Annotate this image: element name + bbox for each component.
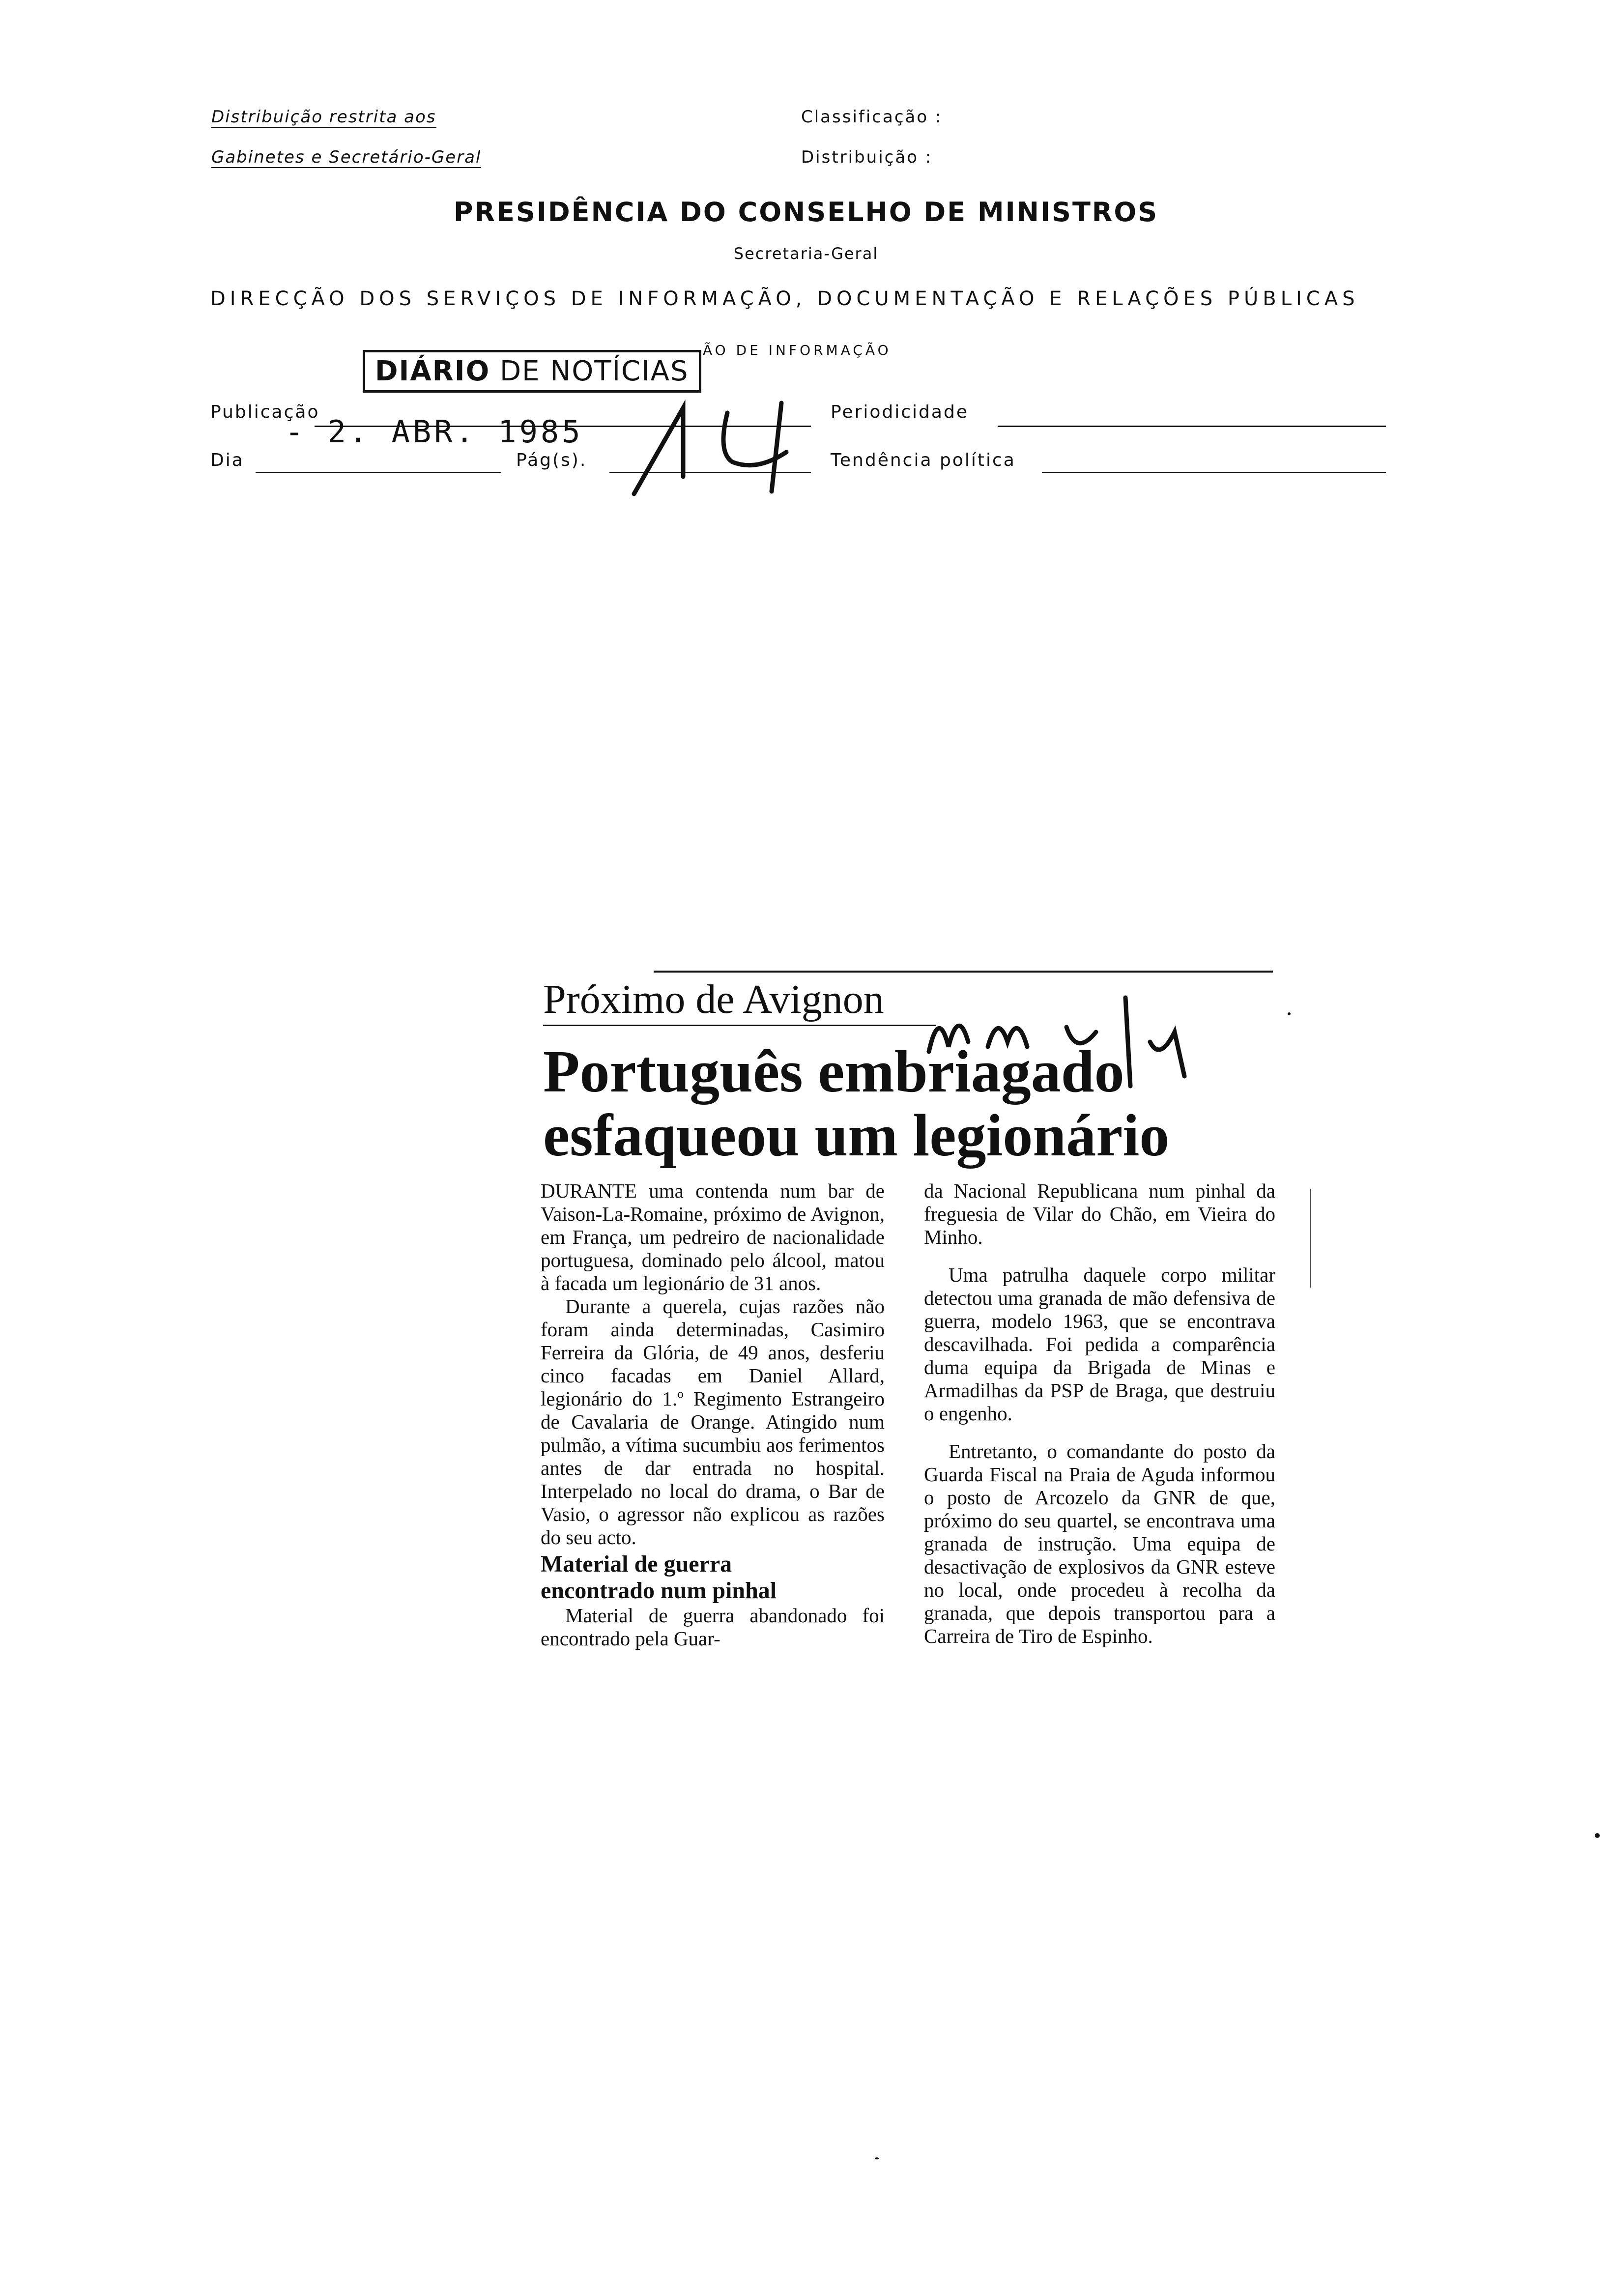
article-column-2 — [924, 1179, 1275, 1648]
headline-line-1: Português embriagado — [543, 1038, 1124, 1105]
periodicidade-line — [998, 426, 1386, 427]
subhead-line-2: encontrado num pinhal — [541, 1578, 777, 1604]
scan-speck — [1595, 1833, 1600, 1838]
page-subtitle: Secretaria-Geral — [733, 244, 879, 263]
distribution-line-1: Distribuição restrita aos — [211, 107, 436, 127]
tendencia-line — [1042, 472, 1386, 473]
divisao-label: ÃO DE INFORMAÇÃO — [703, 342, 892, 358]
column-2-paragraph-2: Uma patrulha daquele corpo militar detectou uma granada de mão defensiva de guerra, modelo 1963, que se encontrava descavilhada. Foi pedida a comparência duma equipa da Brigada de Minas e Armadilhas da PSP de Braga, que destruiu o engenho. — [924, 1263, 1275, 1425]
dia-line — [256, 472, 501, 473]
kicker-underline — [543, 1025, 936, 1026]
tendencia-label: Tendência política — [831, 450, 1016, 470]
periodicidade-label: Periodicidade — [831, 402, 969, 422]
publication-stamp-bold: DIÁRIO — [375, 355, 490, 387]
page-title: PRESIDÊNCIA DO CONSELHO DE MINISTROS — [453, 197, 1159, 228]
headline-line-2: esfaqueou um legionário — [543, 1102, 1170, 1169]
handwritten-page-number-icon — [624, 393, 821, 496]
distribuicao-label: Distribuição : — [801, 147, 933, 167]
article-column-1 — [541, 1179, 885, 1650]
column-1-paragraph-2: Durante a querela, cujas razões não foram ainda determinadas, Casimiro Ferreira da Glória, de 49 anos, desferiu cinco facadas em Daniel Allard, legionário do 1.º Regimento Estrangeiro de Cavalaria de Orange. Atingido num pulmão, a vítima sucumbiu aos ferimentos antes de dar entrada no hospital. Interpelado no local do drama, o Bar de Vasio, o agressor não explicou as razões do seu acto. — [541, 1295, 885, 1549]
scan-speck — [1288, 1012, 1291, 1015]
column-2-paragraph-1: da Nacional Republicana num pinhal da freguesia de Vilar do Chão, em Vieira do Minho. — [924, 1179, 1275, 1248]
dia-label: Dia — [210, 450, 244, 470]
direccao-heading: DIRECÇÃO DOS SERVIÇOS DE INFORMAÇÃO, DOCUMENTAÇÃO E RELAÇÕES PÚBLICAS — [210, 287, 1359, 310]
clipping-top-rule — [654, 971, 1273, 973]
right-margin-mark — [1310, 1189, 1311, 1288]
publicacao-label: Publicação — [210, 402, 320, 422]
column-2-paragraph-3: Entretanto, o comandante do posto da Guarda Fiscal na Praia de Aguda informou o posto de Arcozelo da GNR de que, próximo do seu quartel, se encontrava uma granada de instrução. Uma equipa de desactivação de explosivos da GNR esteve no local, onde procedeu à recolha da granada, que depois transportou para a Carreira de Tiro de Espinho. — [924, 1440, 1275, 1647]
page-number-value — [634, 501, 635, 502]
distribution-line-2: Gabinetes e Secretário-Geral — [211, 147, 482, 167]
classificacao-label: Classificação : — [801, 107, 943, 127]
date-stamp: - 2. ABR. 1985 — [285, 414, 583, 450]
column-1-paragraph-1: DURANTE uma contenda num bar de Vaison-La-Romaine, próximo de Avignon, em França, um pedreiro de nacionalidade portuguesa, dominado pelo álcool, matou à facada um legionário de 31 anos. — [541, 1179, 885, 1294]
scan-speck — [875, 2157, 879, 2159]
subhead-line-1: Material de guerra — [541, 1551, 732, 1577]
article-kicker: Próximo de Avignon — [543, 976, 884, 1022]
column-1-paragraph-3: Material de guerra abandonado foi encontrado pela Guar- — [541, 1604, 885, 1650]
publication-stamp — [363, 350, 701, 393]
publication-stamp-rest: DE NOTÍCIAS — [490, 355, 689, 387]
pags-label: Pág(s). — [516, 450, 587, 470]
